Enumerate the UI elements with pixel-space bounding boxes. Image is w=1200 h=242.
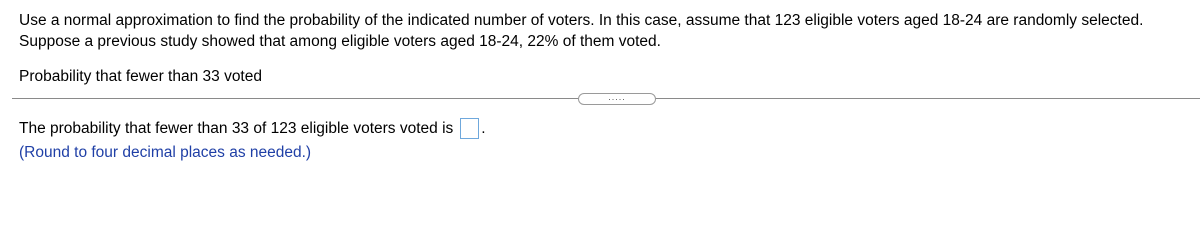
sub-question-label: Probability that fewer than 33 voted	[19, 68, 262, 85]
answer-line	[19, 118, 486, 139]
answer-prefix-text: The probability that fewer than 33 of 123 eligible voters voted is	[19, 120, 454, 137]
rounding-hint: (Round to four decimal places as needed.)	[19, 144, 312, 161]
answer-suffix-text: .	[481, 120, 486, 137]
question-line-2: Suppose a previous study showed that among eligible voters aged 18-24, 22% of them voted.	[19, 33, 661, 50]
answer-input[interactable]	[460, 118, 479, 139]
expand-button[interactable]	[578, 93, 656, 105]
more-dots-icon: .....	[608, 91, 626, 102]
question-text	[19, 10, 1194, 52]
question-line-1: Use a normal approximation to find the probability of the indicated number of voters. In this case, assume that 123 eligible voters aged 18-24 are randomly selected.	[19, 12, 1144, 29]
